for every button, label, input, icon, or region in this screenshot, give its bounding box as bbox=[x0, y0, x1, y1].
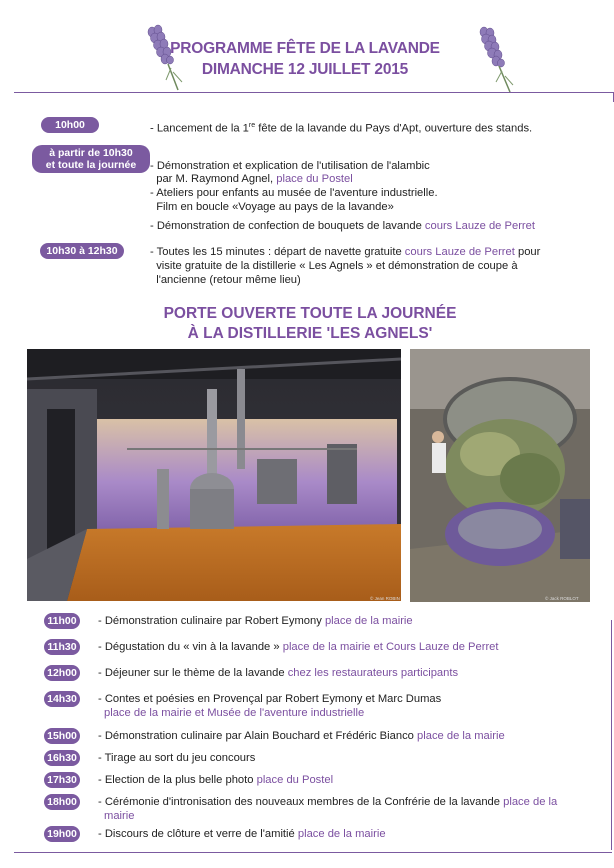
lavender-right-icon bbox=[470, 24, 520, 94]
location-text: place du Postel bbox=[256, 774, 334, 786]
location-text: place de la bbox=[503, 796, 558, 808]
schedule-text: - Ateliers pour enfants au musée de l'aventure industrielle. bbox=[150, 187, 438, 199]
frame-line-bottom bbox=[14, 852, 612, 853]
harvest-photo bbox=[410, 349, 590, 602]
schedule-text: - Démonstration et explication de l'utilisation de l'alambic bbox=[150, 160, 430, 172]
location-text: place de la mairie bbox=[297, 828, 386, 840]
time-badge: 10h30 à 12h30 bbox=[40, 243, 124, 259]
page-title-line1: PROGRAMME FÊTE DE LA LAVANDE bbox=[170, 40, 440, 57]
schedule-text: - Toutes les 15 minutes : départ de navette gratuite cours Lauze de Perret pour bbox=[150, 246, 541, 258]
schedule-text: - Démonstration culinaire par Robert Eymony place de la mairie bbox=[98, 615, 413, 627]
location-text: place du Postel bbox=[276, 173, 353, 185]
location-text: place de la mairie bbox=[324, 615, 413, 627]
schedule-text: - Dégustation du « vin à la lavande » place de la mairie et Cours Lauze de Perret bbox=[98, 641, 499, 653]
schedule-text: - Cérémonie d'intronisation des nouveaux membres de la Confrérie de la lavande place de la bbox=[98, 796, 558, 808]
time-badge: 12h00 bbox=[44, 665, 80, 681]
location-text: chez les restaurateurs participants bbox=[287, 667, 459, 679]
time-badge: 17h30 bbox=[44, 772, 80, 788]
time-badge: 14h30 bbox=[44, 691, 80, 707]
photo-credit: © Jack ROBLOT bbox=[545, 596, 579, 601]
schedule-text: - Démonstration de confection de bouquets de lavande cours Lauze de Perret bbox=[150, 220, 535, 232]
schedule-text: l'ancienne (retour même lieu) bbox=[150, 274, 301, 286]
page-title-line2: DIMANCHE 12 JUILLET 2015 bbox=[201, 61, 409, 78]
time-badge: 15h00 bbox=[44, 728, 80, 744]
time-badge: 16h30 bbox=[44, 750, 80, 766]
schedule-text: - Démonstration culinaire par Alain Bouchard et Frédéric Bianco place de la mairie bbox=[98, 730, 505, 742]
time-badge-line2: et toute la journée bbox=[45, 159, 137, 171]
schedule-text: - Déjeuner sur le thème de la lavande chez les restaurateurs participants bbox=[98, 667, 459, 679]
location-text: cours Lauze de Perret bbox=[404, 246, 515, 258]
frame-line-right bbox=[611, 620, 612, 850]
frame-line-top bbox=[14, 92, 614, 93]
location-text: cours Lauze de Perret bbox=[424, 220, 535, 232]
time-badge bbox=[32, 145, 150, 173]
section-title-line1: PORTE OUVERTE TOUTE LA JOURNÉE bbox=[163, 305, 457, 322]
time-badge: 18h00 bbox=[44, 794, 80, 810]
time-badge: 10h00 bbox=[41, 117, 99, 133]
schedule-text: - Contes et poésies en Provençal par Robert Eymony et Marc Dumas bbox=[98, 693, 442, 705]
schedule-text: par M. Raymond Agnel, place du Postel bbox=[150, 173, 353, 185]
schedule-text: Film en boucle «Voyage au pays de la lavande» bbox=[150, 201, 394, 213]
location-text: place de la mairie bbox=[417, 730, 505, 742]
schedule-text: - Discours de clôture et verre de l'amitié place de la mairie bbox=[98, 828, 386, 840]
location-text: mairie bbox=[104, 810, 135, 822]
photo-credit: © Jean ROBIN bbox=[370, 596, 400, 601]
schedule-text: visite gratuite de la distillerie « Les Agnels » et démonstration de coupe à bbox=[150, 260, 518, 272]
time-badge: 19h00 bbox=[44, 826, 80, 842]
schedule-text: - Lancement de la 1re fête de la lavande du Pays d'Apt, ouverture des stands. bbox=[150, 122, 533, 135]
schedule-text: - Election de la plus belle photo place du Postel bbox=[98, 774, 334, 786]
schedule-text: - Tirage au sort du jeu concours bbox=[98, 752, 256, 764]
time-badge-line1: à partir de 10h30 bbox=[49, 147, 133, 159]
time-badge: 11h00 bbox=[44, 613, 80, 629]
location-text: place de la mairie et Cours Lauze de Perret bbox=[282, 641, 499, 653]
section-title-line2: À LA DISTILLERIE 'LES AGNELS' bbox=[187, 325, 433, 342]
time-badge: 11h30 bbox=[44, 639, 80, 655]
location-text: place de la mairie et Musée de l'aventure industrielle bbox=[104, 707, 365, 719]
distillery-photo bbox=[27, 349, 401, 601]
